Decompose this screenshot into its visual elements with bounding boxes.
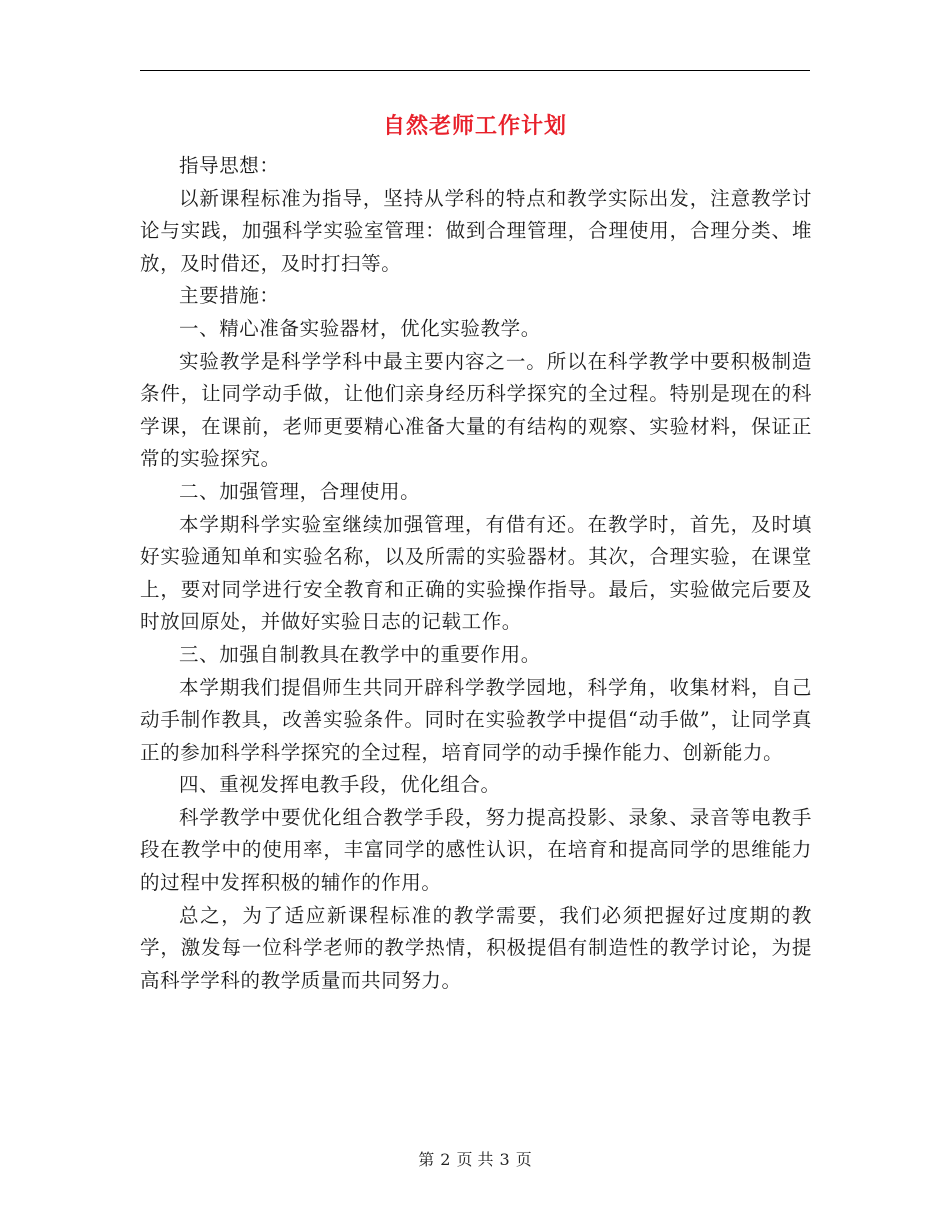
paragraph-guiding-heading: 指导思想：: [179, 154, 280, 177]
section-heading-4: 四、重视发挥电教手段，优化组合。: [179, 773, 501, 797]
section-heading-3: 三、加强自制教具在教学中的重要作用。: [179, 642, 541, 666]
footer-prefix: 第: [418, 1150, 435, 1169]
paragraph-conclusion: 总之，为了适应新课程标准的教学需要，我们必须把握好过度期的教学，激发每一位科学老师的教学热情，积极提倡有制造性的教学讨论，为提高科学学科的教学质量而共同努力。: [140, 903, 812, 992]
section-heading-1: 一、精心准备实验器材，优化实验教学。: [179, 316, 541, 340]
header-rule: [140, 70, 810, 71]
section-text-1: 实验教学是科学学科中最主要内容之一。所以在科学教学中要积极制造条件，让同学动手做，让他们亲身经历科学探究的全过程。特别是现在的科学课，在课前，老师更要精心准备大量的有结构的观察、实验材料，保证正常的实验探究。: [140, 349, 812, 471]
footer-total-pages: 3: [499, 1150, 510, 1169]
footer-suffix: 页: [515, 1150, 532, 1169]
footer-middle: 页 共: [456, 1150, 494, 1169]
document-body: [140, 150, 812, 997]
section-text-2: 本学期科学实验室继续加强管理，有借有还。在教学时，首先，及时填好实验通知单和实验名称，以及所需的实验器材。其次，合理实验，在课堂上，要对同学进行安全教育和正确的实验操作指导。最后，实验做完后要及时放回原处，并做好实验日志的记载工作。: [140, 512, 812, 634]
section-text-3: 本学期我们提倡师生共同开辟科学教学园地，科学角，收集材料，自己动手制作教具，改善实验条件。同时在实验教学中提倡“动手做”，让同学真正的参加科学科学探究的全过程，培育同学的动手操作能力、创新能力。: [140, 675, 812, 764]
paragraph-measures-heading: 主要措施：: [179, 284, 280, 308]
page-footer: [0, 1148, 950, 1172]
section-text-4: 科学教学中要优化组合教学手段，努力提高投影、录象、录音等电教手段在教学中的使用率，丰富同学的感性认识，在培育和提高同学的思维能力的过程中发挥积极的辅作的作用。: [140, 805, 812, 895]
paragraph-guiding-text: 以新课程标准为指导，坚持从学科的特点和教学实际出发，注意教学讨论与实践，加强科学实验室管理：做到合理管理，合理使用，合理分类、堆放，及时借还，及时打扫等。: [140, 186, 812, 275]
footer-page-number: 2: [440, 1150, 451, 1169]
document-title: 自然老师工作计划: [382, 113, 567, 139]
section-heading-2: 二、加强管理，合理使用。: [179, 479, 421, 503]
